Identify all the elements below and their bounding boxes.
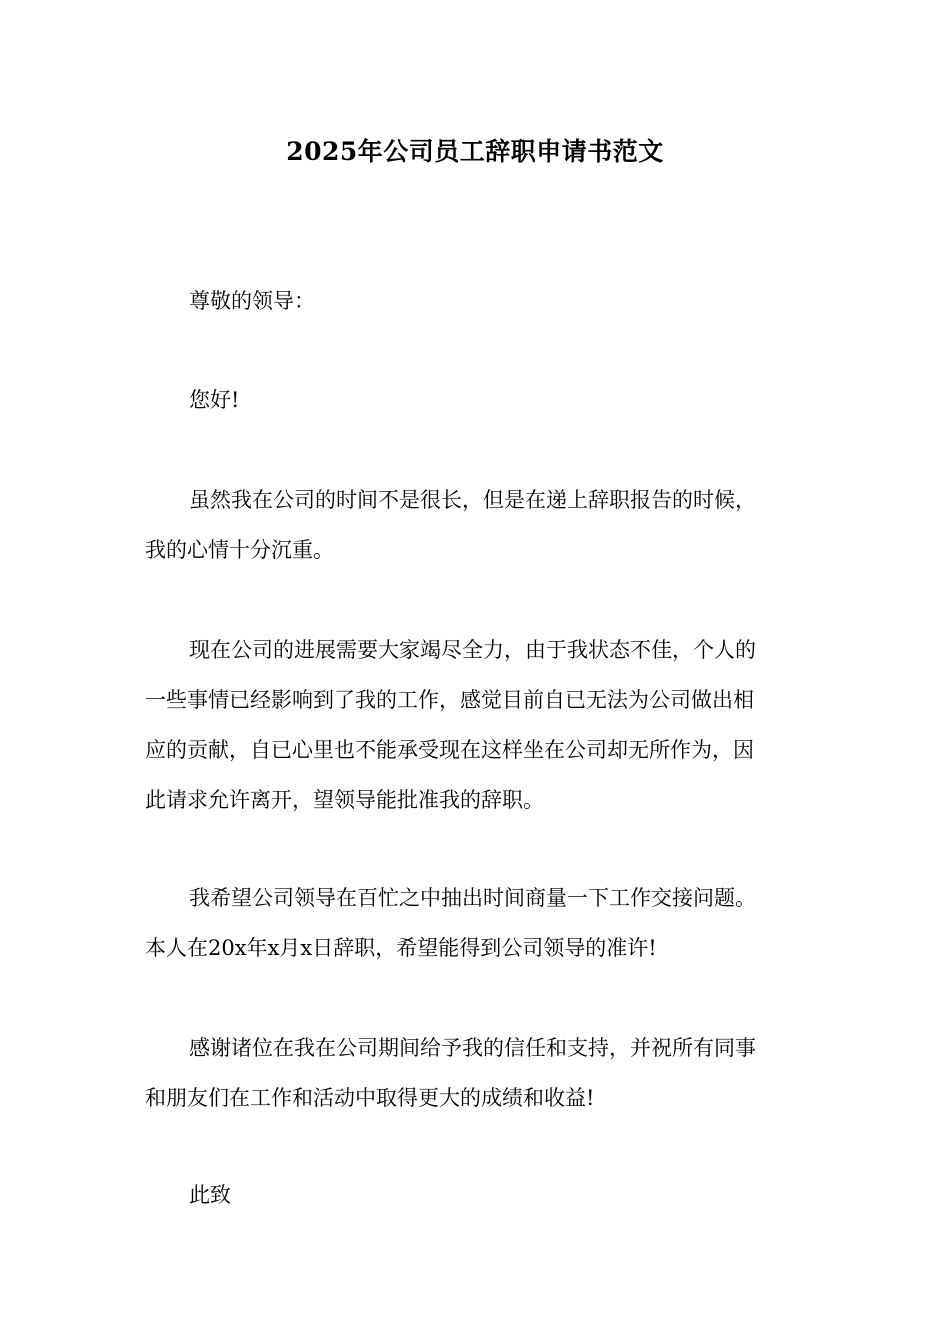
closing-text: 此致 bbox=[189, 1183, 231, 1207]
paragraph-line: 感谢诸位在我在公司期间给予我的信任和支持，并祝所有同事 bbox=[189, 1036, 756, 1060]
paragraph-1 bbox=[145, 475, 807, 575]
paragraph-line: 我的心情十分沉重。 bbox=[145, 538, 334, 562]
salutation-text: 尊敬的领导： bbox=[189, 289, 315, 313]
paragraph-line: 应的贡献，自已心里也不能承受现在这样坐在公司却无所作为，因 bbox=[145, 738, 754, 762]
closing bbox=[145, 1170, 807, 1220]
paragraph-line: 一些事情已经影响到了我的工作，感觉目前自已无法为公司做出相 bbox=[145, 688, 754, 712]
paragraph-3 bbox=[145, 873, 807, 973]
paragraph-line: 我希望公司领导在百忙之中抽出时间商量一下工作交接问题。 bbox=[189, 886, 756, 910]
paragraph-line: 此请求允许离开，望领导能批准我的辞职。 bbox=[145, 788, 544, 812]
paragraph-line: 虽然我在公司的时间不是很长，但是在递上辞职报告的时候， bbox=[189, 488, 756, 512]
paragraph-2 bbox=[145, 625, 807, 825]
greeting bbox=[145, 375, 807, 425]
greeting-text: 您好! bbox=[189, 388, 240, 412]
paragraph-4 bbox=[145, 1023, 807, 1123]
paragraph-line: 本人在20x年x月x日辞职，希望能得到公司领导的准许! bbox=[145, 936, 657, 960]
paragraph-line: 现在公司的进展需要大家竭尽全力，由于我状态不佳，个人的 bbox=[189, 638, 756, 662]
document-title: 2025年公司员工辞职申请书范文 bbox=[286, 137, 664, 166]
paragraph-line: 和朋友们在工作和活动中取得更大的成绩和收益! bbox=[145, 1086, 595, 1110]
salutation bbox=[145, 276, 807, 326]
